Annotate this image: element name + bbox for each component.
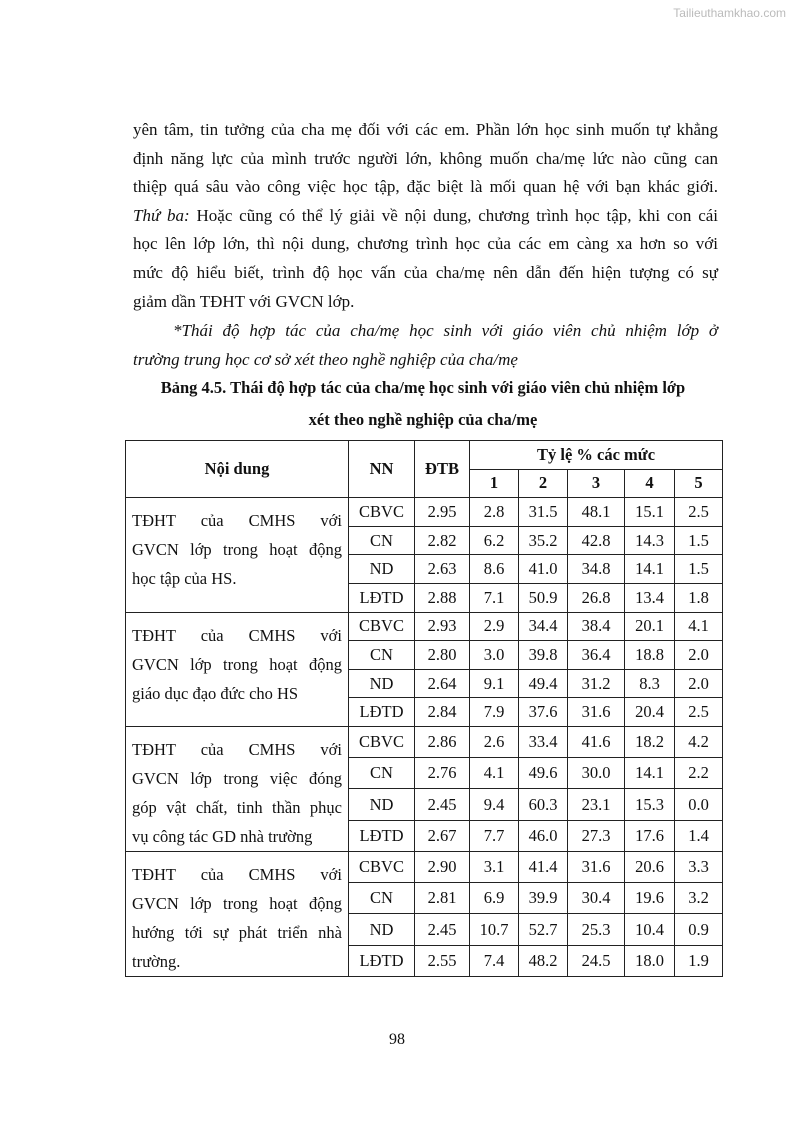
italic-lead: Thứ ba: <box>133 205 190 225</box>
dtb-cell: 2.64 <box>415 669 470 698</box>
content-line: trường. <box>132 951 181 971</box>
percent-cell: 3.0 <box>470 641 519 670</box>
percent-cell: 37.6 <box>519 698 568 727</box>
percent-cell: 8.3 <box>625 669 675 698</box>
percent-cell: 18.2 <box>625 726 675 757</box>
percent-cell: 49.4 <box>519 669 568 698</box>
occupation-cell: ND <box>349 669 415 698</box>
percent-cell: 41.4 <box>519 851 568 882</box>
header-dtb: ĐTB <box>415 441 470 498</box>
content-cell <box>126 612 349 726</box>
percent-cell: 24.5 <box>568 945 625 976</box>
percent-cell: 26.8 <box>568 583 625 612</box>
text-line <box>133 202 718 231</box>
percent-cell: 3.3 <box>675 851 723 882</box>
percent-cell: 23.1 <box>568 789 625 820</box>
dtb-cell: 2.84 <box>415 698 470 727</box>
percent-cell: 7.4 <box>470 945 519 976</box>
percent-cell: 1.9 <box>675 945 723 976</box>
percent-cell: 31.5 <box>519 498 568 527</box>
occupation-cell: LĐTD <box>349 698 415 727</box>
percent-cell: 7.1 <box>470 583 519 612</box>
dtb-cell: 2.93 <box>415 612 470 641</box>
percent-cell: 7.9 <box>470 698 519 727</box>
percent-cell: 36.4 <box>568 641 625 670</box>
occupation-cell: CBVC <box>349 726 415 757</box>
content-line: vụ công tác GD nhà trường <box>132 826 313 846</box>
percent-cell: 2.9 <box>470 612 519 641</box>
dtb-cell: 2.86 <box>415 726 470 757</box>
percent-cell: 41.6 <box>568 726 625 757</box>
percent-cell: 1.5 <box>675 555 723 584</box>
content-line: GVCN lớp trong việc đóng <box>132 768 342 788</box>
percent-cell: 10.7 <box>470 914 519 945</box>
occupation-cell: ND <box>349 789 415 820</box>
dtb-cell: 2.80 <box>415 641 470 670</box>
percent-cell: 50.9 <box>519 583 568 612</box>
text-line: mức độ hiểu biết, trình độ học vấn của cha/mẹ nên dẫn đến hiện tượng có sự <box>133 262 718 282</box>
dtb-cell: 2.81 <box>415 883 470 914</box>
percent-cell: 6.2 <box>470 526 519 555</box>
percent-cell: 46.0 <box>519 820 568 851</box>
occupation-cell: CN <box>349 641 415 670</box>
dtb-cell: 2.45 <box>415 914 470 945</box>
header-level-4: 4 <box>625 469 675 498</box>
occupation-cell: ND <box>349 555 415 584</box>
percent-cell: 3.1 <box>470 851 519 882</box>
content-line: góp vật chất, tinh thần phục <box>132 797 342 817</box>
occupation-cell: ND <box>349 914 415 945</box>
content-line: GVCN lớp trong hoạt động <box>132 540 342 560</box>
percent-cell: 1.4 <box>675 820 723 851</box>
text-line: thiệp quá sâu vào công việc học tập, đặc biệt là mối quan hệ với bạn khác giới. <box>133 177 718 197</box>
percent-cell: 2.2 <box>675 758 723 789</box>
text-line: yên tâm, tin tưởng của cha mẹ đối với các em. Phần lớn học sinh muốn tự khẳng <box>133 120 718 139</box>
percent-cell: 31.6 <box>568 698 625 727</box>
table-row <box>126 612 723 641</box>
percent-cell: 52.7 <box>519 914 568 945</box>
content-cell <box>126 851 349 976</box>
percent-cell: 20.6 <box>625 851 675 882</box>
dtb-cell: 2.88 <box>415 583 470 612</box>
percent-cell: 0.9 <box>675 914 723 945</box>
percent-cell: 48.1 <box>568 498 625 527</box>
percent-cell: 38.4 <box>568 612 625 641</box>
table-row <box>126 498 723 527</box>
header-level-5: 5 <box>675 469 723 498</box>
content-line: GVCN lớp trong hoạt động <box>132 893 342 913</box>
content-cell <box>126 498 349 612</box>
content-line: giáo dục đạo đức cho HS <box>132 683 299 703</box>
content-line: hướng tới sự phát triển nhà <box>132 922 342 942</box>
percent-cell: 31.6 <box>568 851 625 882</box>
occupation-cell: CBVC <box>349 612 415 641</box>
table-row <box>126 726 723 757</box>
occupation-cell: CN <box>349 883 415 914</box>
content-line: TĐHT của CMHS với <box>132 511 342 531</box>
percent-cell: 4.1 <box>675 612 723 641</box>
percent-cell: 33.4 <box>519 726 568 757</box>
watermark: Tailieuthamkhao.com <box>673 6 786 20</box>
percent-cell: 30.4 <box>568 883 625 914</box>
header-levels-title: Tỷ lệ % các mức <box>470 441 723 470</box>
occupation-cell: CBVC <box>349 498 415 527</box>
text-fragment: Hoặc cũng có thể lý giải về nội dung, chương trình học tập, khi con cái <box>196 205 719 225</box>
percent-cell: 9.4 <box>470 789 519 820</box>
percent-cell: 20.1 <box>625 612 675 641</box>
occupation-cell: CN <box>349 526 415 555</box>
percent-cell: 39.8 <box>519 641 568 670</box>
occupation-cell: LĐTD <box>349 583 415 612</box>
header-level-2: 2 <box>519 469 568 498</box>
percent-cell: 15.1 <box>625 498 675 527</box>
percent-cell: 17.6 <box>625 820 675 851</box>
percent-cell: 9.1 <box>470 669 519 698</box>
text-line: định năng lực của mình trước người lớn, không muốn cha/mẹ lức nào cũng can <box>133 148 718 168</box>
table-header-row <box>126 441 723 470</box>
percent-cell: 41.0 <box>519 555 568 584</box>
percent-cell: 14.1 <box>625 555 675 584</box>
content-line: GVCN lớp trong hoạt động <box>132 654 342 674</box>
dtb-cell: 2.76 <box>415 758 470 789</box>
percent-cell: 13.4 <box>625 583 675 612</box>
content-line: TĐHT của CMHS với <box>132 739 342 759</box>
percent-cell: 1.8 <box>675 583 723 612</box>
percent-cell: 60.3 <box>519 789 568 820</box>
occupation-cell: CBVC <box>349 851 415 882</box>
dtb-cell: 2.90 <box>415 851 470 882</box>
percent-cell: 18.0 <box>625 945 675 976</box>
percent-cell: 27.3 <box>568 820 625 851</box>
percent-cell: 4.2 <box>675 726 723 757</box>
occupation-cell: LĐTD <box>349 820 415 851</box>
percent-cell: 2.0 <box>675 669 723 698</box>
dtb-cell: 2.82 <box>415 526 470 555</box>
percent-cell: 3.2 <box>675 883 723 914</box>
percent-cell: 4.1 <box>470 758 519 789</box>
header-level-3: 3 <box>568 469 625 498</box>
header-content: Nội dung <box>126 441 349 498</box>
percent-cell: 30.0 <box>568 758 625 789</box>
percent-cell: 39.9 <box>519 883 568 914</box>
percent-cell: 48.2 <box>519 945 568 976</box>
percent-cell: 19.6 <box>625 883 675 914</box>
percent-cell: 2.5 <box>675 698 723 727</box>
results-table <box>125 440 723 977</box>
percent-cell: 2.0 <box>675 641 723 670</box>
percent-cell: 2.6 <box>470 726 519 757</box>
content-line: TĐHT của CMHS với <box>132 625 342 645</box>
percent-cell: 10.4 <box>625 914 675 945</box>
dtb-cell: 2.45 <box>415 789 470 820</box>
dtb-cell: 2.95 <box>415 498 470 527</box>
occupation-cell: CN <box>349 758 415 789</box>
header-nn: NN <box>349 441 415 498</box>
percent-cell: 35.2 <box>519 526 568 555</box>
percent-cell: 15.3 <box>625 789 675 820</box>
text-line: *Thái độ hợp tác của cha/mẹ học sinh với giáo viên chủ nhiệm lớp ở <box>173 321 718 340</box>
percent-cell: 20.4 <box>625 698 675 727</box>
content-line: TĐHT của CMHS với <box>132 864 342 884</box>
section-heading-italic <box>133 317 718 374</box>
body-paragraph-1 <box>133 116 718 316</box>
text-line: giảm dần TĐHT với GVCN lớp. <box>133 291 355 311</box>
percent-cell: 31.2 <box>568 669 625 698</box>
percent-cell: 25.3 <box>568 914 625 945</box>
percent-cell: 14.1 <box>625 758 675 789</box>
percent-cell: 14.3 <box>625 526 675 555</box>
percent-cell: 8.6 <box>470 555 519 584</box>
percent-cell: 18.8 <box>625 641 675 670</box>
content-cell <box>126 726 349 851</box>
percent-cell: 34.8 <box>568 555 625 584</box>
dtb-cell: 2.55 <box>415 945 470 976</box>
percent-cell: 0.0 <box>675 789 723 820</box>
percent-cell: 6.9 <box>470 883 519 914</box>
content-line: học tập của HS. <box>132 569 237 589</box>
table-row <box>126 851 723 882</box>
header-level-1: 1 <box>470 469 519 498</box>
page-number: 98 <box>389 1031 405 1048</box>
dtb-cell: 2.63 <box>415 555 470 584</box>
percent-cell: 2.5 <box>675 498 723 527</box>
percent-cell: 49.6 <box>519 758 568 789</box>
text-line: trường trung học cơ sở xét theo nghề nghiệp của cha/mẹ <box>133 349 518 369</box>
table-caption-line2: xét theo nghề nghiệp của cha/mẹ <box>308 410 538 429</box>
percent-cell: 2.8 <box>470 498 519 527</box>
percent-cell: 7.7 <box>470 820 519 851</box>
percent-cell: 42.8 <box>568 526 625 555</box>
occupation-cell: LĐTD <box>349 945 415 976</box>
percent-cell: 34.4 <box>519 612 568 641</box>
table-caption: Bảng 4.5. Thái độ hợp tác của cha/mẹ học sinh với giáo viên chủ nhiệm lớp <box>160 378 686 397</box>
text-line: học lên lớp lớn, thì nội dung, chương trình học của các em càng xa hơn so với <box>133 234 718 254</box>
dtb-cell: 2.67 <box>415 820 470 851</box>
percent-cell: 1.5 <box>675 526 723 555</box>
